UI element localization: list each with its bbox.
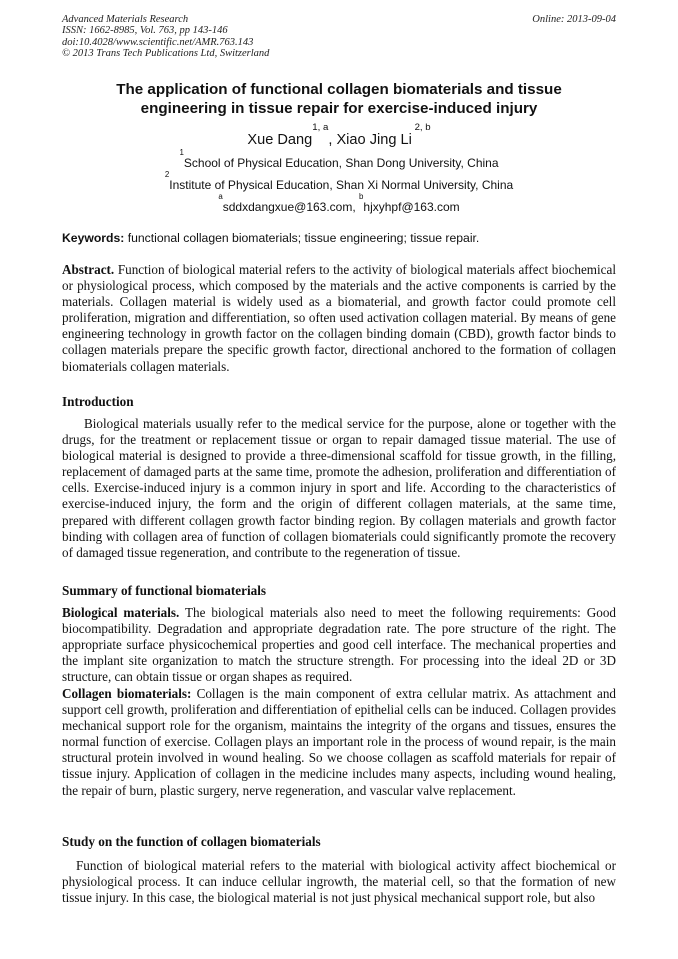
abstract-label: Abstract.	[62, 262, 115, 277]
collagen-biomaterials-label: Collagen biomaterials:	[62, 686, 192, 701]
affiliation-1-text: School of Physical Education, Shan Dong University, China	[183, 156, 499, 170]
author-1: Xue Dang	[247, 132, 313, 148]
biological-materials-label: Biological materials.	[62, 605, 180, 620]
study-paragraph: Function of biological material refers to the material with biological activity affect biochemical or physiological process. It can induce cellular ingrowth, the material cell, so that the formation of new tissue injury. In this case, the biological material is not just physical mechanical support role, but also	[62, 858, 616, 906]
journal-name: Advanced Materials Research	[62, 14, 189, 25]
keywords-text: functional collagen biomaterials; tissue engineering; tissue repair.	[124, 231, 480, 245]
author-1-superscript: 1, a	[312, 122, 329, 133]
email-a: sddxdangxue@163.com,	[222, 200, 360, 214]
author-list	[62, 122, 616, 149]
email-b: hjxyhpf@163.com	[363, 200, 460, 214]
summary-heading: Summary of functional biomaterials	[62, 583, 267, 598]
collagen-biomaterials-paragraph	[62, 686, 616, 799]
keywords-label: Keywords:	[62, 231, 125, 245]
affiliation-2-text: Institute of Physical Education, Shan Xi Normal University, China	[169, 178, 514, 192]
copyright-line: © 2013 Trans Tech Publications Ltd, Switzerland	[62, 48, 270, 60]
study-heading: Study on the function of collagen biomaterials	[62, 834, 321, 849]
author-2: Xiao Jing Li	[336, 132, 412, 148]
paper-title	[62, 80, 616, 118]
affiliation-1-superscript: 1	[179, 148, 184, 157]
online-date: Online: 2013-09-04	[532, 14, 616, 25]
email-b-superscript: b	[359, 192, 364, 201]
title-line-2: engineering in tissue repair for exercise-induced injury	[140, 100, 538, 117]
publication-metadata	[62, 14, 616, 60]
email-a-superscript: a	[218, 192, 223, 201]
affiliation-1	[62, 148, 616, 171]
abstract	[62, 262, 616, 375]
author-emails	[62, 192, 616, 215]
biological-materials-paragraph	[62, 605, 616, 685]
introduction-heading: Introduction	[62, 394, 134, 409]
affiliation-2	[62, 170, 616, 193]
introduction-paragraph: Biological materials usually refer to the medical service for the purpose, alone or together with the drugs, for the treatment or replacement tissue or organ to repair damaged tissue material. The use of biological material is designed to provide a three-dimensional scaffold for tissue growth, in the filling, replacement of damaged parts at the same time, promote the adhesion, proliferation and differentiation of cells. Exercise-induced injury is a common injury in sport and life. According to the characteristics of exercise-induced injury, the form and the origin of different collagen materials, at the same time, prepared with different collagen growth factor binding region. By collagen materials and growth factor binding with collagen area of function of collagen biomaterials could significantly promote the recovery of damaged tissue regeneration, and contribute to the regeneration of tissue.	[62, 416, 616, 560]
keywords	[62, 231, 616, 246]
author-2-superscript: 2, b	[411, 122, 431, 133]
title-line-1: The application of functional collagen biomaterials and tissue	[116, 81, 562, 98]
abstract-text: Function of biological material refers to the activity of biological materials affect biochemical or physiological process, which composed by the materials and the active components is carried by the materials. Collagen material is widely used as a biomaterial, and growth factor could promote cell proliferation, migration and differentiation, so often used activation collagen material. By means of gene engineering technology in growth factor on the collagen binding domain (CBD), growth factor binds to collagen materials prepare the specific growth factor, directional anchored to the formation of collagen biomaterials collagen materials.	[62, 262, 616, 374]
author-separator: ,	[328, 132, 337, 148]
affiliation-2-superscript: 2	[164, 170, 170, 179]
doi-line: doi:10.4028/www.scientific.net/AMR.763.143	[62, 36, 254, 48]
issn-line: ISSN: 1662-8985, Vol. 763, pp 143-146	[62, 25, 228, 37]
biological-materials-text: The biological materials also need to meet the following requirements: Good biocompatibility. Degradation and appropriate degradation rate. The pore structure of the right. The appropriate surface physicochemical properties and good cell interface. The mechanical properties and the implant site organization to match the structure strength. For processing into the ideal 2D or 3D structure, can obtain tissue or organ shapes as required.	[62, 605, 616, 685]
collagen-biomaterials-text: Collagen is the main component of extra cellular matrix. As attachment and support cell growth, proliferation and differentiation of epithelial cells can be induced. Collagen provides mechanical support role for the organism, maintains the integrity of the organs and tissues, ensures the normal function of exercise. Collagen plays an important role in the process of wound repair, is the main structural protein involved in wound healing. So we choose collagen as scaffold materials for repair of tissue injury. Application of collagen in the medicine includes many aspects, including wound healing, the repair of burn, plastic surgery, nerve regeneration, and vascular valve replacement.	[62, 686, 616, 798]
